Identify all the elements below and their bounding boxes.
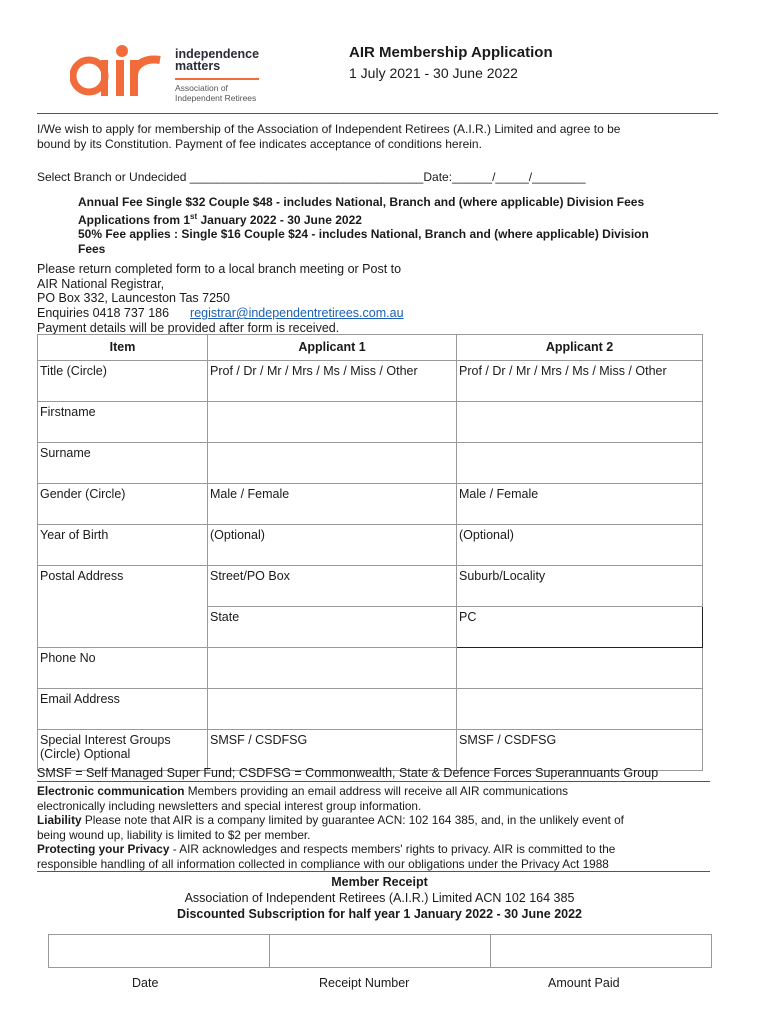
fee-line2: Applications from 1st January 2022 - 30 June 2022 [78,211,362,227]
fee-info [78,195,708,256]
page-period: 1 July 2021 - 30 June 2022 [349,65,518,81]
select-branch-blank[interactable]: ___________________________________ [189,170,424,184]
yob-applicant-1[interactable]: (Optional) [208,525,457,566]
select-branch-line [37,170,586,185]
intro-line1: I/We wish to apply for membership of the Association of Independent Retirees (A.I.R.) Limited and agree to be [37,122,621,136]
enquiries-line [37,306,404,321]
postal-address-label: Postal Address [38,566,208,648]
receipt-number-label: Receipt Number [319,976,410,990]
privacy: Protecting your Privacy - AIR acknowledges and respects members' rights to privacy. AIR is committed to the [37,842,616,857]
suburb-field[interactable]: Suburb/Locality [457,566,703,607]
header-divider [37,113,718,114]
receipt-header [37,874,722,922]
return-line2: AIR National Registrar, [37,276,165,291]
table-row-firstname [38,402,703,443]
table-row-surname [38,443,703,484]
abbreviation-footnote: SMSF = Self Managed Super Fund; CSDFSG = Commonwealth, State & Defence Forces Superannuants Group [37,766,659,780]
title-label: Title (Circle) [38,361,208,402]
receipt-date-label: Date [132,976,159,990]
receipt-table [48,934,712,968]
electronic-communication: Electronic communication Members providing an email address will receive all AIR communications [37,784,569,798]
return-line3: PO Box 332, Launceston Tas 7250 [37,291,230,306]
return-info [37,262,404,336]
col-header-applicant-2: Applicant 2 [457,335,703,361]
gender-label: Gender (Circle) [38,484,208,525]
air-logo-mark-icon [70,40,165,100]
liability: Liability Please note that AIR is a company limited by guarantee ACN: 102 164 385, and, in the unlikely event of [37,813,624,828]
street-field[interactable]: Street/PO Box [208,566,457,607]
date-label: Date: [423,170,453,184]
select-branch-label: Select Branch or Undecided [37,170,187,184]
yob-label: Year of Birth [38,525,208,566]
receipt-divider [37,871,710,872]
col-header-item: Item [38,335,208,361]
receipt-amount-label: Amount Paid [548,976,620,990]
gender-applicant-1[interactable]: Male / Female [208,484,457,525]
title-applicant-2[interactable]: Prof / Dr / Mr / Mrs / Ms / Miss / Other [457,361,703,402]
email-label: Email Address [38,689,208,730]
state-field[interactable]: State [208,607,457,648]
receipt-org: Association of Independent Retirees (A.I.R.) Limited ACN 102 164 385 [184,891,575,905]
payment-note: Payment details will be provided after form is received. [37,320,340,335]
firstname-applicant-1[interactable] [208,402,457,443]
table-header-row [38,335,703,361]
table-row-gender [38,484,703,525]
receipt-title: Member Receipt [331,875,428,889]
table-row-phone [38,648,703,689]
fee-line1: Annual Fee Single $32 Couple $48 - includes National, Branch and (where applicable) Division Fees [78,195,645,209]
surname-label: Surname [38,443,208,484]
receipt-amount-field[interactable] [491,935,712,968]
receipt-discount: Discounted Subscription for half year 1 January 2022 - 30 June 2022 [176,907,582,921]
logo-line1: independence [175,47,260,61]
table-row-year-of-birth [38,525,703,566]
logo-line3: Association of [175,83,228,93]
table-row-title [38,361,703,402]
fee-line3: 50% Fee applies : Single $16 Couple $24 - includes National, Branch and (where applicable) Division [78,227,649,241]
table-row-email [38,689,703,730]
page-title: AIR Membership Application [349,44,553,61]
phone-applicant-1[interactable] [208,648,457,689]
date-blank[interactable]: ______/_____/________ [452,170,586,184]
yob-applicant-2[interactable]: (Optional) [457,525,703,566]
air-logo [70,40,165,100]
email-applicant-2[interactable] [457,689,703,730]
logo-line2: matters [175,59,221,73]
postcode-field[interactable]: PC [457,607,703,648]
return-line1: Please return completed form to a local branch meeting or Post to [37,262,402,276]
receipt-number-field[interactable] [270,935,491,968]
interest-groups-label: Special Interest Groups (Circle) Optional [38,730,208,771]
title-applicant-1[interactable]: Prof / Dr / Mr / Mrs / Ms / Miss / Other [208,361,457,402]
gender-applicant-2[interactable]: Male / Female [457,484,703,525]
receipt-row [49,935,712,968]
firstname-label: Firstname [38,402,208,443]
footnote-divider [37,781,710,782]
receipt-date-field[interactable] [49,935,270,968]
table-row-postal-address [38,566,703,607]
table-row-interest-groups [38,730,703,771]
email-applicant-1[interactable] [208,689,457,730]
application-table [37,334,703,771]
logo-divider [175,78,259,80]
logo-line4: Independent Retirees [175,92,257,103]
interest-groups-applicant-1[interactable]: SMSF / CSDFSG [208,730,457,771]
phone-label: Phone No [38,648,208,689]
registrar-email-link[interactable]: registrar@independentretirees.com.au [190,306,404,321]
surname-applicant-1[interactable] [208,443,457,484]
col-header-applicant-1: Applicant 1 [208,335,457,361]
enquiries-phone: Enquiries 0418 737 186 [37,306,170,321]
notices: Electronic communication Members providing an email address will receive all AIR communications electronically including newsletters and special interest group information. Liability Please note that AIR is a company limited by guarantee ACN: 102 164 385, and, in the unlikely event of being wound up, liability is limited to $2 per member. Protecting your Privacy - AIR acknowledges and respects members' rights to privacy. AIR is committed to the responsible handling of all information collected in compliance with our obligations under the Privacy Act 1988 [37,784,717,872]
firstname-applicant-2[interactable] [457,402,703,443]
interest-groups-applicant-2[interactable]: SMSF / CSDFSG [457,730,703,771]
phone-applicant-2[interactable] [457,648,703,689]
logo-wordmark [175,48,259,103]
surname-applicant-2[interactable] [457,443,703,484]
fee-line4: Fees [78,241,106,256]
intro-line2: bound by its Constitution. Payment of fee indicates acceptance of conditions herein. [37,137,482,151]
intro-text [37,122,717,152]
